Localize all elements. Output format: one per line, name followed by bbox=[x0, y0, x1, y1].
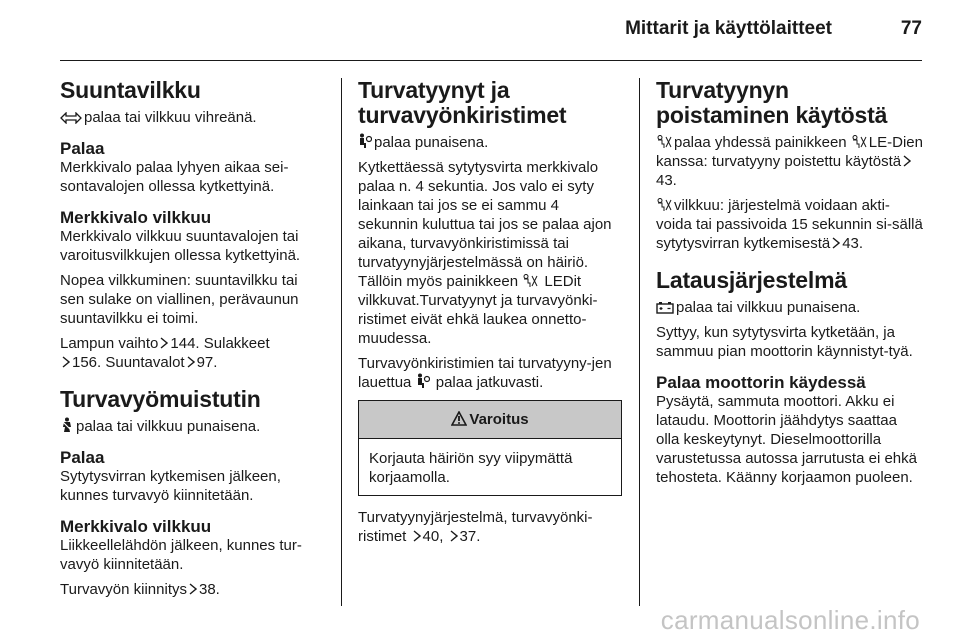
paragraph: Syttyy, kun sytytysvirta kytketään, ja sammuu pian moottorin käynnistyt-tyä. bbox=[656, 324, 913, 360]
cross-reference-arrow-icon bbox=[903, 155, 911, 167]
warning-box bbox=[358, 400, 622, 496]
cross-reference-arrow-icon bbox=[832, 237, 840, 249]
paragraph: palaa tai vilkkuu punaisena. bbox=[60, 417, 322, 436]
column-divider bbox=[639, 78, 640, 606]
column-2 bbox=[358, 78, 622, 552]
airbag-off-icon bbox=[522, 274, 538, 288]
paragraph: Merkkivalo palaa lyhyen aikaa sei-sontavalojen ollessa kytkettyinä. bbox=[60, 159, 289, 195]
paragraph: palaa tai vilkkuu punaisena. bbox=[656, 298, 924, 317]
page-number: 77 bbox=[900, 18, 922, 39]
paragraph: Kytkettäessä sytytysvirta merkkivalo palaa n. 4 sekuntia. Jos valo ei syty lainkaan tai jos se ei sammu 4 sekunnin kuluttua tai jos se palaa ajon aikana, turvavyönkiristimissä tai turvatyynyjärjestelmässä on häiriö. Tällöin myös painikkeen LEDit vilkkuvat.Turvatyynyt ja turvavyönki-ristimet eivät ehkä laukea onnetto-muudessa. bbox=[358, 159, 612, 347]
battery-icon bbox=[656, 301, 674, 314]
heading-charging-system: Latausjärjestelmä bbox=[656, 267, 847, 293]
column-3 bbox=[656, 78, 924, 493]
paragraph: Pysäytä, sammuta moottori. Akku ei lataudu. Moottorin jäähdytys saattaa olla keskeytynyt. Dieselmoottorilla varustetussa autossa jarrutusta ei ehkä tehosteta. Käänny korjaamon puoleen. bbox=[656, 393, 917, 486]
cross-reference-arrow-icon bbox=[450, 530, 458, 542]
cross-reference-arrow-icon bbox=[62, 356, 70, 368]
airbag-icon bbox=[416, 373, 430, 389]
airbag-off-icon bbox=[656, 135, 672, 149]
subheading: Palaa bbox=[60, 139, 105, 158]
subheading: Merkkivalo vilkkuu bbox=[60, 208, 212, 227]
paragraph: palaa yhdessä painikkeen LE-Dien kanssa: turvatyyny poistettu käytöstä43. bbox=[656, 134, 923, 189]
heading-seatbelt-reminder: Turvavyömuistutin bbox=[60, 386, 261, 412]
paragraph: Turvatyynyjärjestelmä, turvavyönki-ristimet 40, 37. bbox=[358, 509, 593, 545]
paragraph: Turvavyönkiristimien tai turvatyyny-jen lauettua palaa jatkuvasti. bbox=[358, 355, 612, 391]
warning-header bbox=[359, 401, 621, 439]
paragraph: Nopea vilkkuminen: suuntavilkku tai sen sulake on viallinen, perävaunun suuntavilkku ei toimi. bbox=[60, 272, 299, 327]
airbag-off-icon bbox=[851, 135, 867, 149]
paragraph: Sytytysvirran kytkemisen jälkeen, kunnes turvavyö kiinnitetään. bbox=[60, 468, 281, 504]
cross-reference-arrow-icon bbox=[189, 583, 197, 595]
subheading: Palaa bbox=[60, 448, 105, 467]
paragraph: Merkkivalo vilkkuu suuntavalojen tai varoitusvilkkujen ollessa kytkettyinä. bbox=[60, 228, 301, 264]
heading-turn-signal: Suuntavilkku bbox=[60, 77, 201, 103]
subheading: Merkkivalo vilkkuu bbox=[60, 517, 212, 536]
paragraph: Lampun vaihto 144. Sulakkeet 156. Suuntavalot 97. bbox=[60, 335, 270, 371]
heading-airbags: Turvatyynyt ja turvavyönkiristimet bbox=[358, 77, 567, 128]
cross-reference-arrow-icon bbox=[187, 356, 195, 368]
column-divider bbox=[341, 78, 342, 606]
paragraph: vilkkuu: järjestelmä voidaan akti-voida tai passivoida 15 sekunnin si-sällä sytytysvirran kytkemisestä 43. bbox=[656, 197, 923, 252]
airbag-off-icon bbox=[656, 198, 672, 212]
turn-signal-icon bbox=[60, 112, 82, 124]
chapter-title: Mittarit ja käyttölaitteet bbox=[625, 18, 832, 39]
airbag-icon bbox=[358, 133, 372, 149]
cross-reference-arrow-icon bbox=[413, 530, 421, 542]
paragraph: palaa punaisena. bbox=[358, 133, 622, 152]
header-divider bbox=[60, 60, 922, 61]
paragraph: Liikkeellelähdön jälkeen, kunnes tur-vavyö kiinnitetään. bbox=[60, 537, 302, 573]
subheading: Palaa moottorin käydessä bbox=[656, 373, 866, 392]
warning-title: Varoitus bbox=[469, 411, 529, 428]
seatbelt-icon bbox=[60, 417, 74, 433]
paragraph: palaa tai vilkkuu vihreänä. bbox=[60, 108, 322, 127]
page-header bbox=[60, 18, 922, 48]
warning-triangle-icon bbox=[451, 411, 467, 426]
warning-text: Korjauta häiriön syy viipymättä korjaamolla. bbox=[369, 450, 573, 486]
watermark: carmanualsonline.info bbox=[660, 605, 920, 635]
column-1 bbox=[60, 78, 322, 605]
cross-reference-arrow-icon bbox=[160, 337, 168, 349]
paragraph: Turvavyön kiinnitys 38. bbox=[60, 581, 220, 598]
heading-airbag-deactivation: Turvatyynyn poistaminen käytöstä bbox=[656, 77, 888, 128]
